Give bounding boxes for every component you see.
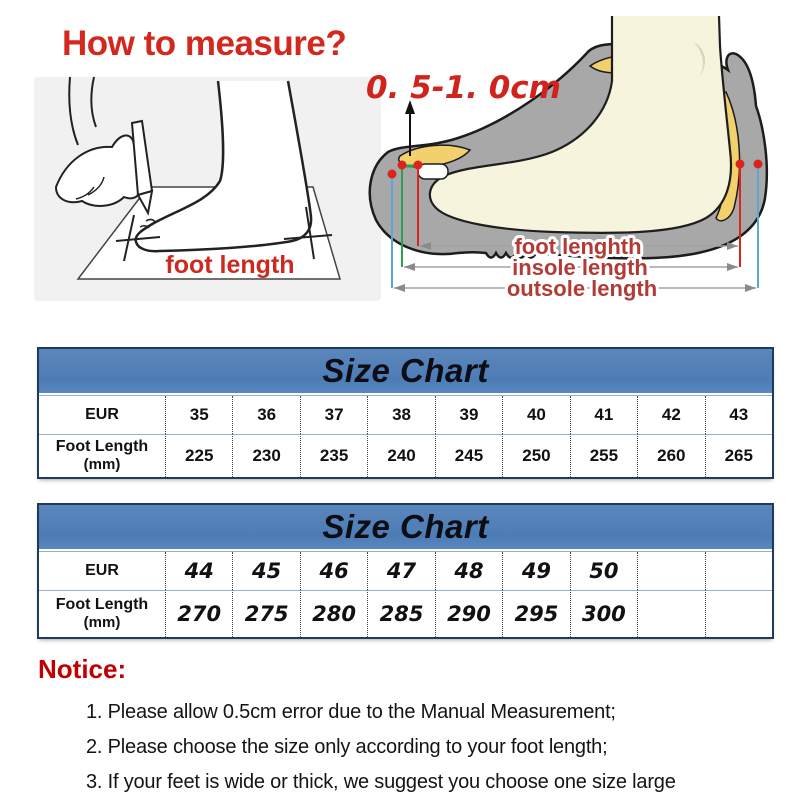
notice-item: 2. Please choose the size only according to your foot length;	[86, 736, 608, 758]
size-chart-1-grid	[39, 395, 772, 477]
foot-length-mm: 240	[367, 434, 434, 477]
foot-length-label: foot length	[165, 251, 295, 279]
eur-size: 48	[435, 552, 502, 590]
foot-length-mm: 300	[570, 590, 637, 637]
notice-item: 1. Please allow 0.5cm error due to the Manual Measurement;	[86, 701, 616, 723]
eur-size: 45	[232, 552, 299, 590]
notice-item: 3. If your feet is wide or thick, we suggest you choose one size large	[86, 771, 676, 793]
how-to-measure-title: How to measure?	[62, 24, 347, 63]
size-chart-1-header	[39, 349, 772, 395]
foot-length-mm: 270	[165, 590, 232, 637]
eur-size-empty	[637, 552, 704, 590]
foot-length-empty	[705, 590, 772, 637]
outsole-length-measure-label: outsole length	[506, 276, 658, 301]
foot-length-empty	[637, 590, 704, 637]
eur-size: 36	[232, 396, 299, 434]
eur-size: 41	[570, 396, 637, 434]
eur-size: 39	[435, 396, 502, 434]
row-header-eur: EUR	[85, 562, 119, 579]
size-chart-2-header	[39, 505, 772, 551]
eur-size: 47	[367, 552, 434, 590]
size-chart-2-grid	[39, 551, 772, 637]
eur-size: 44	[165, 552, 232, 590]
foot-length-mm: 260	[637, 434, 704, 477]
eur-size: 43	[705, 396, 772, 434]
size-chart-table-1	[37, 347, 774, 479]
eur-size: 42	[637, 396, 704, 434]
foot-length-mm: 230	[232, 434, 299, 477]
foot-length-mm: 225	[165, 434, 232, 477]
foot-length-mm: 235	[300, 434, 367, 477]
row-header-foot-length: Foot Length (mm)	[39, 434, 165, 477]
foot-length-mm: 290	[435, 590, 502, 637]
foot-length-mm: 280	[300, 590, 367, 637]
foot-length-mm: 265	[705, 434, 772, 477]
foot-length-mm: 245	[435, 434, 502, 477]
eur-size: 49	[502, 552, 569, 590]
eur-size: 46	[300, 552, 367, 590]
notice-title: Notice:	[38, 654, 127, 684]
row-header-foot-length: Foot Length (mm)	[39, 590, 165, 637]
shoe-cross-section-illustration	[358, 6, 800, 308]
eur-size: 40	[502, 396, 569, 434]
notice-items	[86, 695, 768, 800]
eur-size: 50	[570, 552, 637, 590]
eur-size: 37	[300, 396, 367, 434]
size-chart-2-title: Size Chart	[322, 508, 489, 545]
size-chart-1-title: Size Chart	[322, 352, 489, 389]
foot-length-mm: 250	[502, 434, 569, 477]
foot-tracing-illustration	[30, 74, 385, 306]
foot-length-mm: 295	[502, 590, 569, 637]
size-chart-table-2	[37, 503, 774, 639]
eur-size: 38	[367, 396, 434, 434]
row-header-eur: EUR	[85, 406, 119, 423]
big-toe	[418, 164, 448, 179]
foot-length-mm: 255	[570, 434, 637, 477]
toe-gap-label: 0. 5-1. 0cm	[366, 70, 561, 106]
eur-size: 35	[165, 396, 232, 434]
insole-length-measure-label: insole length	[512, 255, 648, 280]
foot-length-measure-label: foot lenghth	[514, 234, 642, 259]
foot-length-mm: 285	[367, 590, 434, 637]
notice-section	[38, 654, 768, 800]
eur-size-empty	[705, 552, 772, 590]
foot-length-mm: 275	[232, 590, 299, 637]
